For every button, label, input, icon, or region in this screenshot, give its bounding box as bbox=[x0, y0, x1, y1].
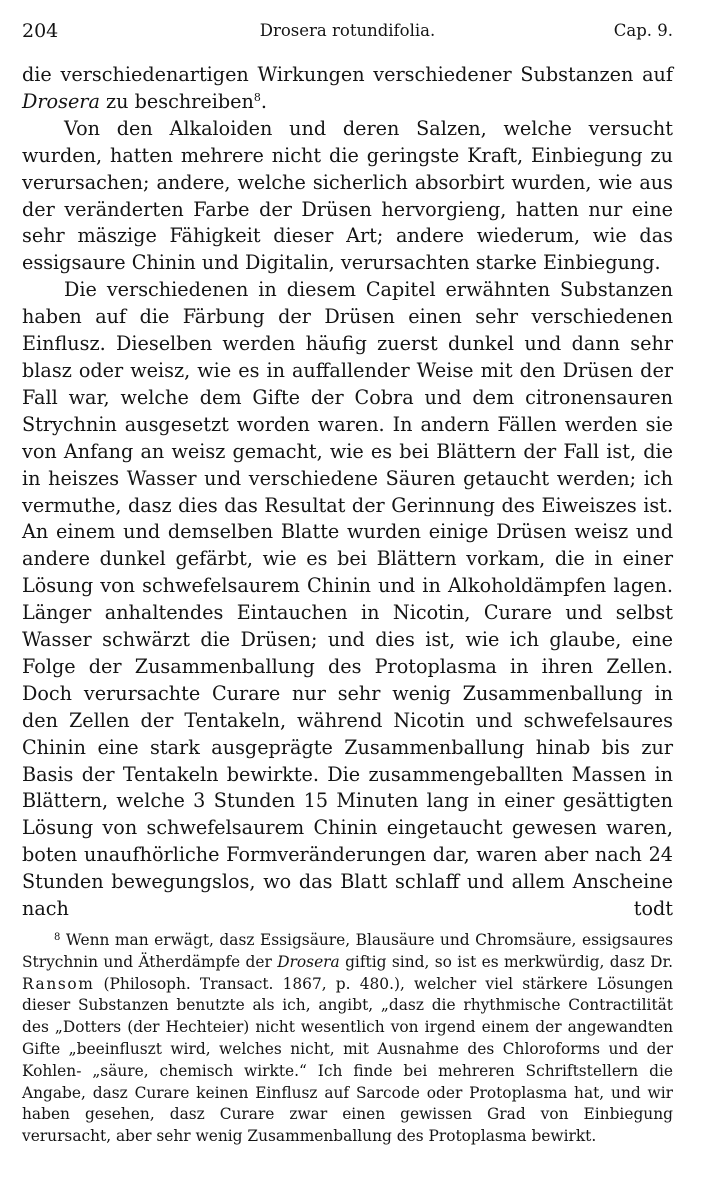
page-number: 204 bbox=[22, 20, 59, 42]
chapter-label: Cap. 9. bbox=[613, 21, 673, 40]
paragraph-1: die verschiedenartigen Wirkungen verschiedener Substanzen auf Drosera zu beschreiben$^8$. bbox=[22, 63, 673, 113]
paragraph-2: Von den Alkaloiden und deren Salzen, welche versucht wurden, hatten mehrere nicht die geringste Kraft, Einbiegung zu verursachen; andere, welche sicherlich absorbirt wurden, wie aus der veränderten Farbe der Drüsen hervorgieng, hatten nur eine sehr mäszige Fähigkeit dieser Art; andere wiederum, wie das essigsaure Chinin und Digitalin, verursachten starke Einbiegung. bbox=[22, 116, 673, 275]
footnote-reference: 8 bbox=[253, 90, 261, 104]
author-name: Ransom bbox=[22, 974, 95, 993]
running-title: Drosera rotundifolia. bbox=[259, 21, 436, 40]
footnote-italic-drosera: Drosera bbox=[277, 952, 340, 971]
main-text bbox=[22, 62, 673, 923]
paragraph-3: Die verschiedenen in diesem Capitel erwähnten Substanzen haben auf die Färbung der Drüsen einen sehr verschiedenen Einflusz. Dieselben werden häufig zuerst dunkel und dann sehr blasz oder weisz, wie es in auffallender Weise mit den Drüsen der Fall war, welche dem Gifte der Cobra und dem citronensauren Strychnin ausgesetzt worden waren. In andern Fällen werden sie von Anfang an weisz gemacht, wie es bei Blättern der Fall ist, die in heiszes Wasser und verschiedene Säuren getaucht werden; ich vermuthe, dasz dies das Resultat der Gerinnung des Eiweiszes ist. An einem und demselben Blatte wurden einige Drüsen weisz und andere dunkel gefärbt, wie es bei Blättern vorkam, die in einer Lösung von schwefelsaurem Chinin und in Alkoholdämpfen lagen. Länger anhaltendes Eintauchen in Nicotin, Curare und selbst Wasser schwärzt die Drüsen; und dies ist, wie ich glaube, eine Folge der Zusammenballung des Protoplasma in ihren Zellen. Doch verursachte Curare nur sehr wenig Zusammenballung in den Zellen der Tentakeln, während Nicotin und schwefelsaures Chinin eine stark ausgeprägte Zusammenballung hinab bis zur Basis der Tentakeln bewirkte. Die zusammengeballten Massen in Blättern, welche 3 Stunden 15 Minuten lang in einer gesättigten Lösung von schwefelsaurem Chinin eingetaucht gewesen waren, boten unaufhörliche Formveränderungen dar, waren aber nach 24 Stunden bewegungslos, wo das Blatt schlaff und allem Anscheine nach todt bbox=[22, 278, 673, 921]
footnote: $^8$ Wenn man erwägt, dasz Essigsäure, Blausäure und Chromsäure, essigsaures Strychnin und Ätherdämpfe der Drosera giftig sind, so ist es merkwürdig, dasz Dr. Ransom (Philosoph. Transact. 1867, p. 480.), welcher viel stärkere Lösungen dieser Substanzen benutzte als ich, angibt, „dasz die rhythmische Contractilität des „Dotters (der Hechteier) nicht wesentlich von irgend einem der angewandten Gifte „beeinfluszt wird, welches nicht, mit Ausnahme des Chloroforms und der Kohlen- „säure, chemisch wirkte.“ Ich finde bei mehreren Schriftstellern die Angabe, dasz Curare keinen Einflusz auf Sarcode oder Protoplasma hat, und wir haben gesehen, dasz Curare zwar einen gewissen Grad von Einbiegung verursacht, aber sehr wenig Zusammenballung des Protoplasma bewirkt. bbox=[22, 931, 673, 1146]
page-header bbox=[22, 20, 673, 46]
italic-drosera: Drosera bbox=[22, 89, 100, 113]
footnote-marker: 8 bbox=[54, 932, 61, 943]
